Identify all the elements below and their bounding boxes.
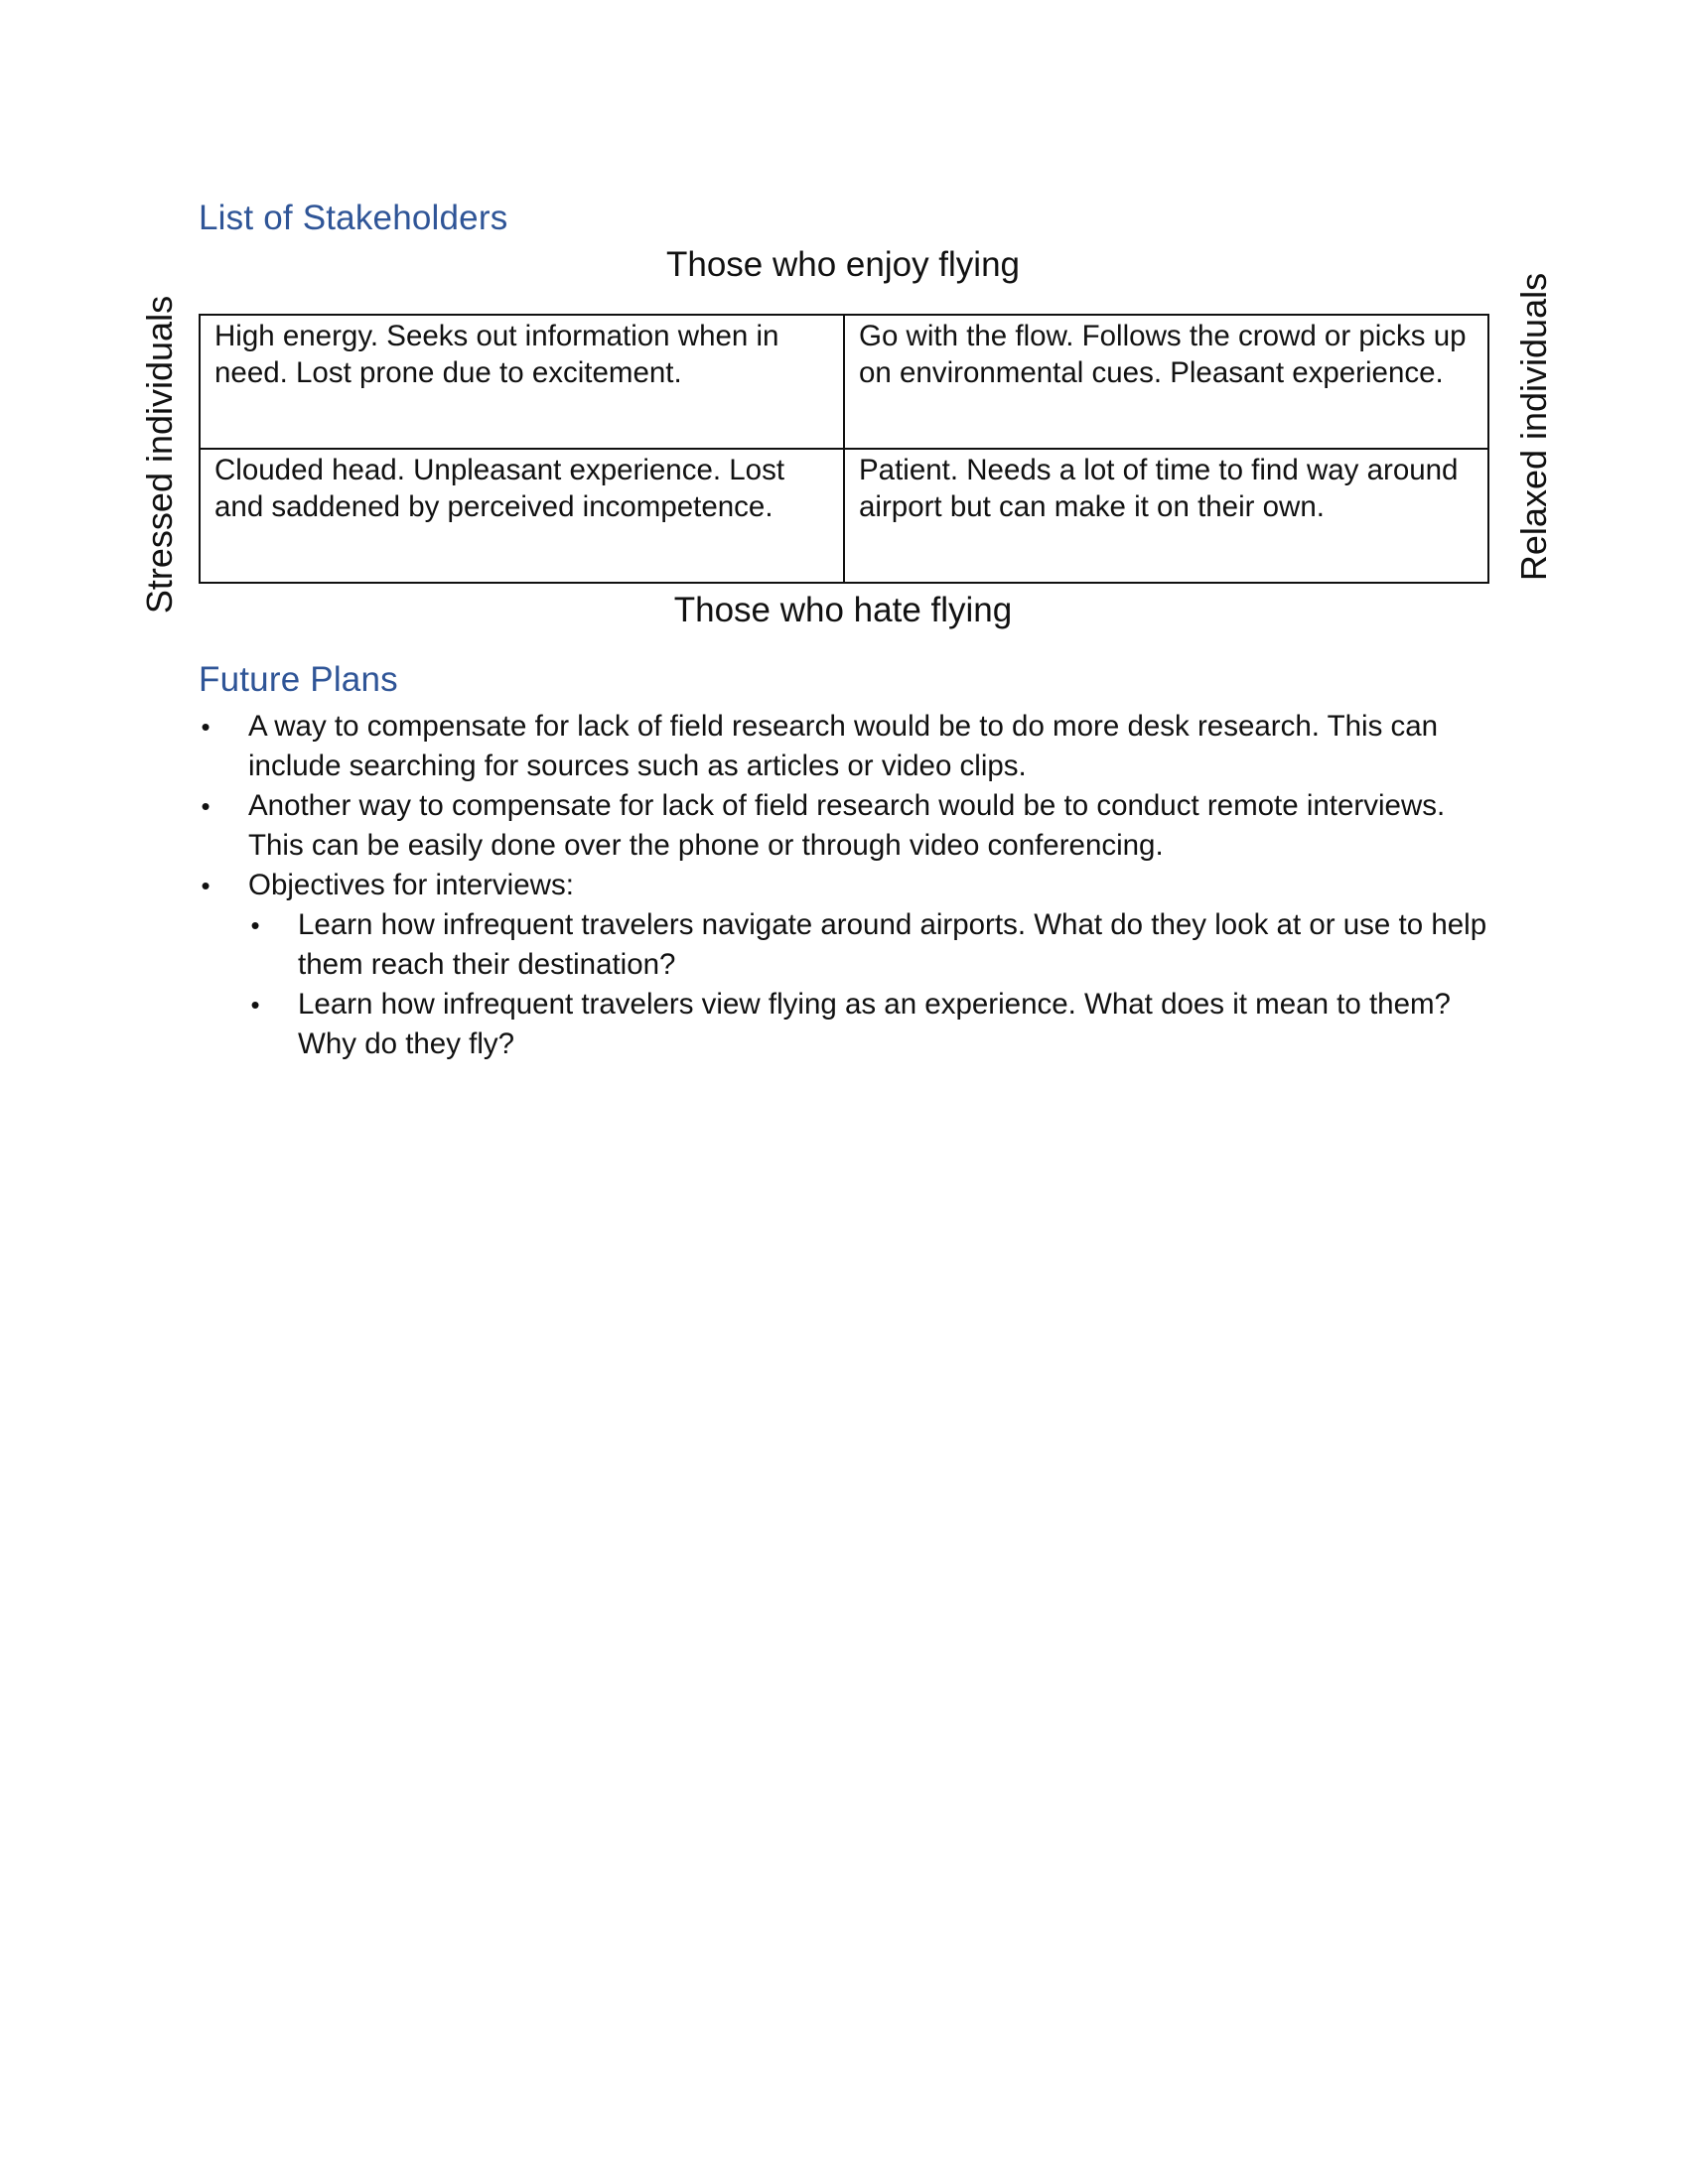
- list-item-text: Learn how infrequent travelers navigate around airports. What do they look at or use to help them reach their destination?: [298, 908, 1487, 981]
- axis-label-stressed: Stressed individuals: [139, 295, 180, 614]
- list-item-text: A way to compensate for lack of field research would be to do more desk research. This can include searching for sources such as articles or video clips.: [248, 710, 1439, 782]
- quadrant-top-right: Go with the flow. Follows the crowd or picks up on environmental cues. Pleasant experience.: [844, 315, 1488, 449]
- bullet-icon: •: [201, 712, 211, 742]
- list-item-text: Another way to compensate for lack of field research would be to conduct remote interviews. This can be easily done over the phone or through video conferencing.: [248, 789, 1446, 862]
- axis-label-relaxed: Relaxed individuals: [1513, 272, 1554, 582]
- stakeholder-quadrant-table: [199, 314, 1489, 584]
- axis-label-hate-flying: Those who hate flying: [673, 591, 1013, 629]
- list-item: [199, 786, 1499, 866]
- list-item: [199, 707, 1499, 786]
- stakeholders-heading: List of Stakeholders: [199, 199, 508, 237]
- list-item: [199, 866, 1499, 1064]
- list-item-text: Learn how infrequent travelers view flying as an experience. What does it mean to them? Why do they fly?: [298, 988, 1451, 1060]
- table-row: [200, 449, 1488, 583]
- interview-objectives-list: [248, 905, 1499, 1064]
- bullet-icon: •: [250, 990, 260, 1020]
- bullet-icon: •: [250, 910, 260, 940]
- bullet-icon: •: [201, 871, 211, 900]
- list-item-text: Objectives for interviews:: [248, 869, 574, 901]
- quadrant-top-left: High energy. Seeks out information when in need. Lost prone due to excitement.: [200, 315, 844, 449]
- bullet-icon: •: [201, 791, 211, 821]
- future-plans-list: [199, 707, 1499, 1064]
- future-plans-heading: Future Plans: [199, 660, 398, 699]
- list-item: [248, 985, 1499, 1064]
- axis-label-enjoy-flying: Those who enjoy flying: [665, 245, 1021, 284]
- quadrant-bottom-left: Clouded head. Unpleasant experience. Lost and saddened by perceived incompetence.: [200, 449, 844, 583]
- list-item: [248, 905, 1499, 985]
- table-row: [200, 315, 1488, 449]
- quadrant-bottom-right: Patient. Needs a lot of time to find way around airport but can make it on their own.: [844, 449, 1488, 583]
